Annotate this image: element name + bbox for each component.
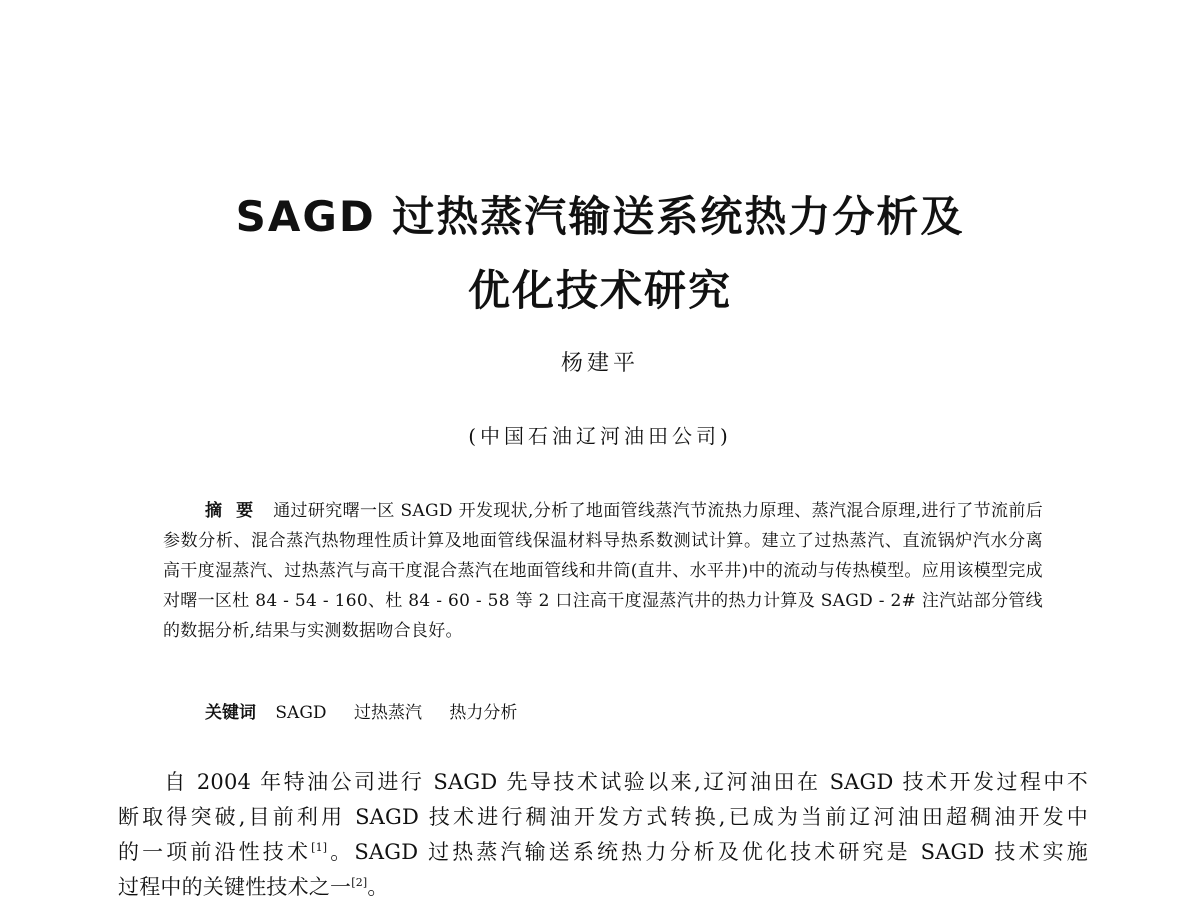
abstract (163, 496, 1043, 646)
paper-title-line-1: SAGD 过热蒸汽输送系统热力分析及 (235, 192, 965, 241)
citation-ref: [1] (311, 841, 328, 854)
body-line: 的一项前沿性技术[1]。SAGD 过热蒸汽输送系统热力分析及优化技术研究是 SAGD 技术实施 (118, 840, 1088, 864)
body-paragraph (118, 765, 1088, 905)
abstract-label: 摘要 (205, 501, 268, 521)
paper-title-line-2: 优化技术研究 (467, 266, 732, 315)
author-affiliation: (中国石油辽河油田公司) (468, 424, 732, 448)
keyword-item: 过热蒸汽 (353, 703, 422, 723)
keywords-label: 关键词 (205, 703, 256, 723)
body-line: 自 2004 年特油公司进行 SAGD 先导技术试验以来,辽河油田在 SAGD 技术开发过程中不 (162, 770, 1088, 794)
body-line: 断取得突破,目前利用 SAGD 技术进行稠油开发方式转换,已成为当前辽河油田超稠油开发中 (118, 805, 1088, 829)
keyword-item: SAGD (275, 703, 327, 723)
abstract-text: 通过研究曙一区 SAGD 开发现状,分析了地面管线蒸汽节流热力原理、蒸汽混合原理,进行了节流前后参数分析、混合蒸汽热物理性质计算及地面管线保温材料导热系数测试计算。建立了过热蒸汽、直流锅炉汽水分离高干度湿蒸汽、过热蒸汽与高干度混合蒸汽在地面管线和井筒(直井、水平井)中的流动与传热模型。应用该模型完成对曙一区杜 84 - 54 - 160、杜 84 - 60 - 58 等 2 口注高干度湿蒸汽井的热力计算及 SAGD - 2# 注汽站部分管线的数据分析,结果与实测数据吻合良好。 (163, 501, 1043, 641)
keywords (205, 701, 539, 725)
body-line: 过程中的关键性技术之一[2]。 (118, 875, 389, 899)
citation-ref: [2] (351, 876, 368, 889)
author-name: 杨建平 (560, 351, 639, 376)
keyword-item: 热力分析 (449, 703, 518, 723)
